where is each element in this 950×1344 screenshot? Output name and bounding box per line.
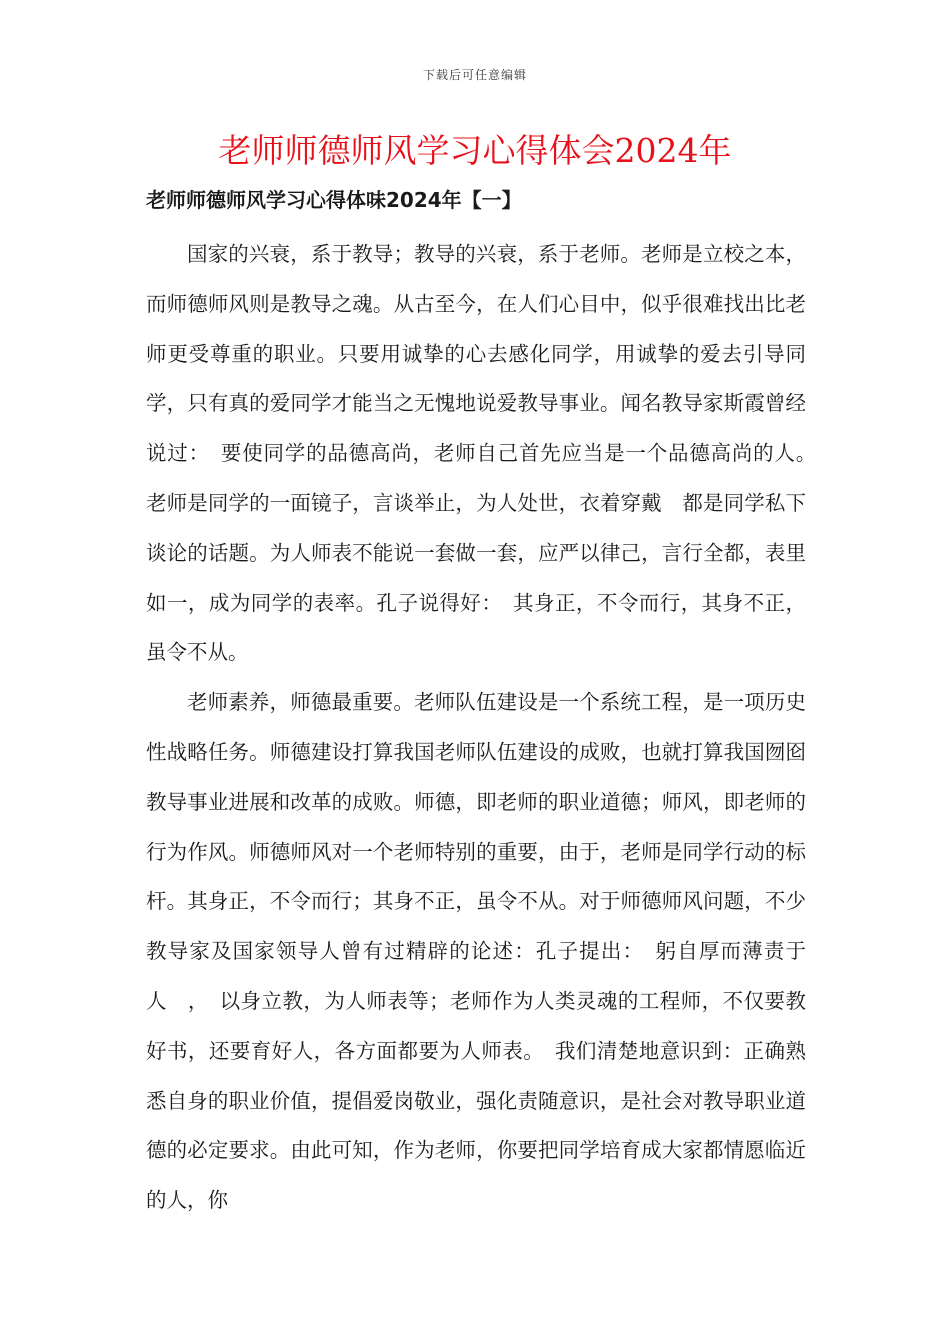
document-title: 老师师德师风学习心得体会2024年 [218,131,732,170]
header-note: 下载后可任意编辑 [422,68,527,82]
document-body [146,230,827,1226]
paragraph: 老师素养，师德最重要。老师队伍建设是一个系统工程，是一项历史性战略任务。师德建设打算我国老师队伍建设的成败，也就打算我国囫囵教导事业进展和改革的成败。师德，即老师的职业道德；师风，即老师的行为作风。师德师风对一个老师特别的重要，由于，老师是同学行动的标杆。其身正，不令而行；其身不正，虽令不从。对于师德师风问题，不少教导家及国家领导人曾有过精辟的论述：孔子提出： 躬自厚而薄责于人 ， 以身立教，为人师表等；老师作为人类灵魂的工程师，不仅要教好书，还要育好人，各方面都要为人师表。 我们清楚地意识到：正确熟悉自身的职业价值，提倡爱岗敬业，强化责随意识，是社会对教导职业道德的必定要求。由此可知，作为老师，你要把同学培育成大家都情愿临近的人，你 [146,690,806,1213]
paragraph: 国家的兴衰，系于教导；教导的兴衰，系于老师。老师是立校之本，而师德师风则是教导之魂。从古至今，在人们心目中，似乎很难找出比老师更受尊重的职业。只要用诚挚的心去感化同学，用诚挚的爱去引导同学，只有真的爱同学才能当之无愧地说爱教导事业。闻名教导家斯霞曾经说过： 要使同学的品德高尚，老师自己首先应当是一个品德高尚的人。 老师是同学的一面镜子，言谈举止，为人处世，衣着穿戴 都是同学私下谈论的话题。为人师表不能说一套做一套，应严以律己，言行全都，表里如一，成为同学的表率。孔子说得好： 其身正，不令而行，其身不正，虽令不从。 [146,242,827,665]
document-subtitle: 老师师德师风学习心得体味2024年【一】 [146,188,522,212]
